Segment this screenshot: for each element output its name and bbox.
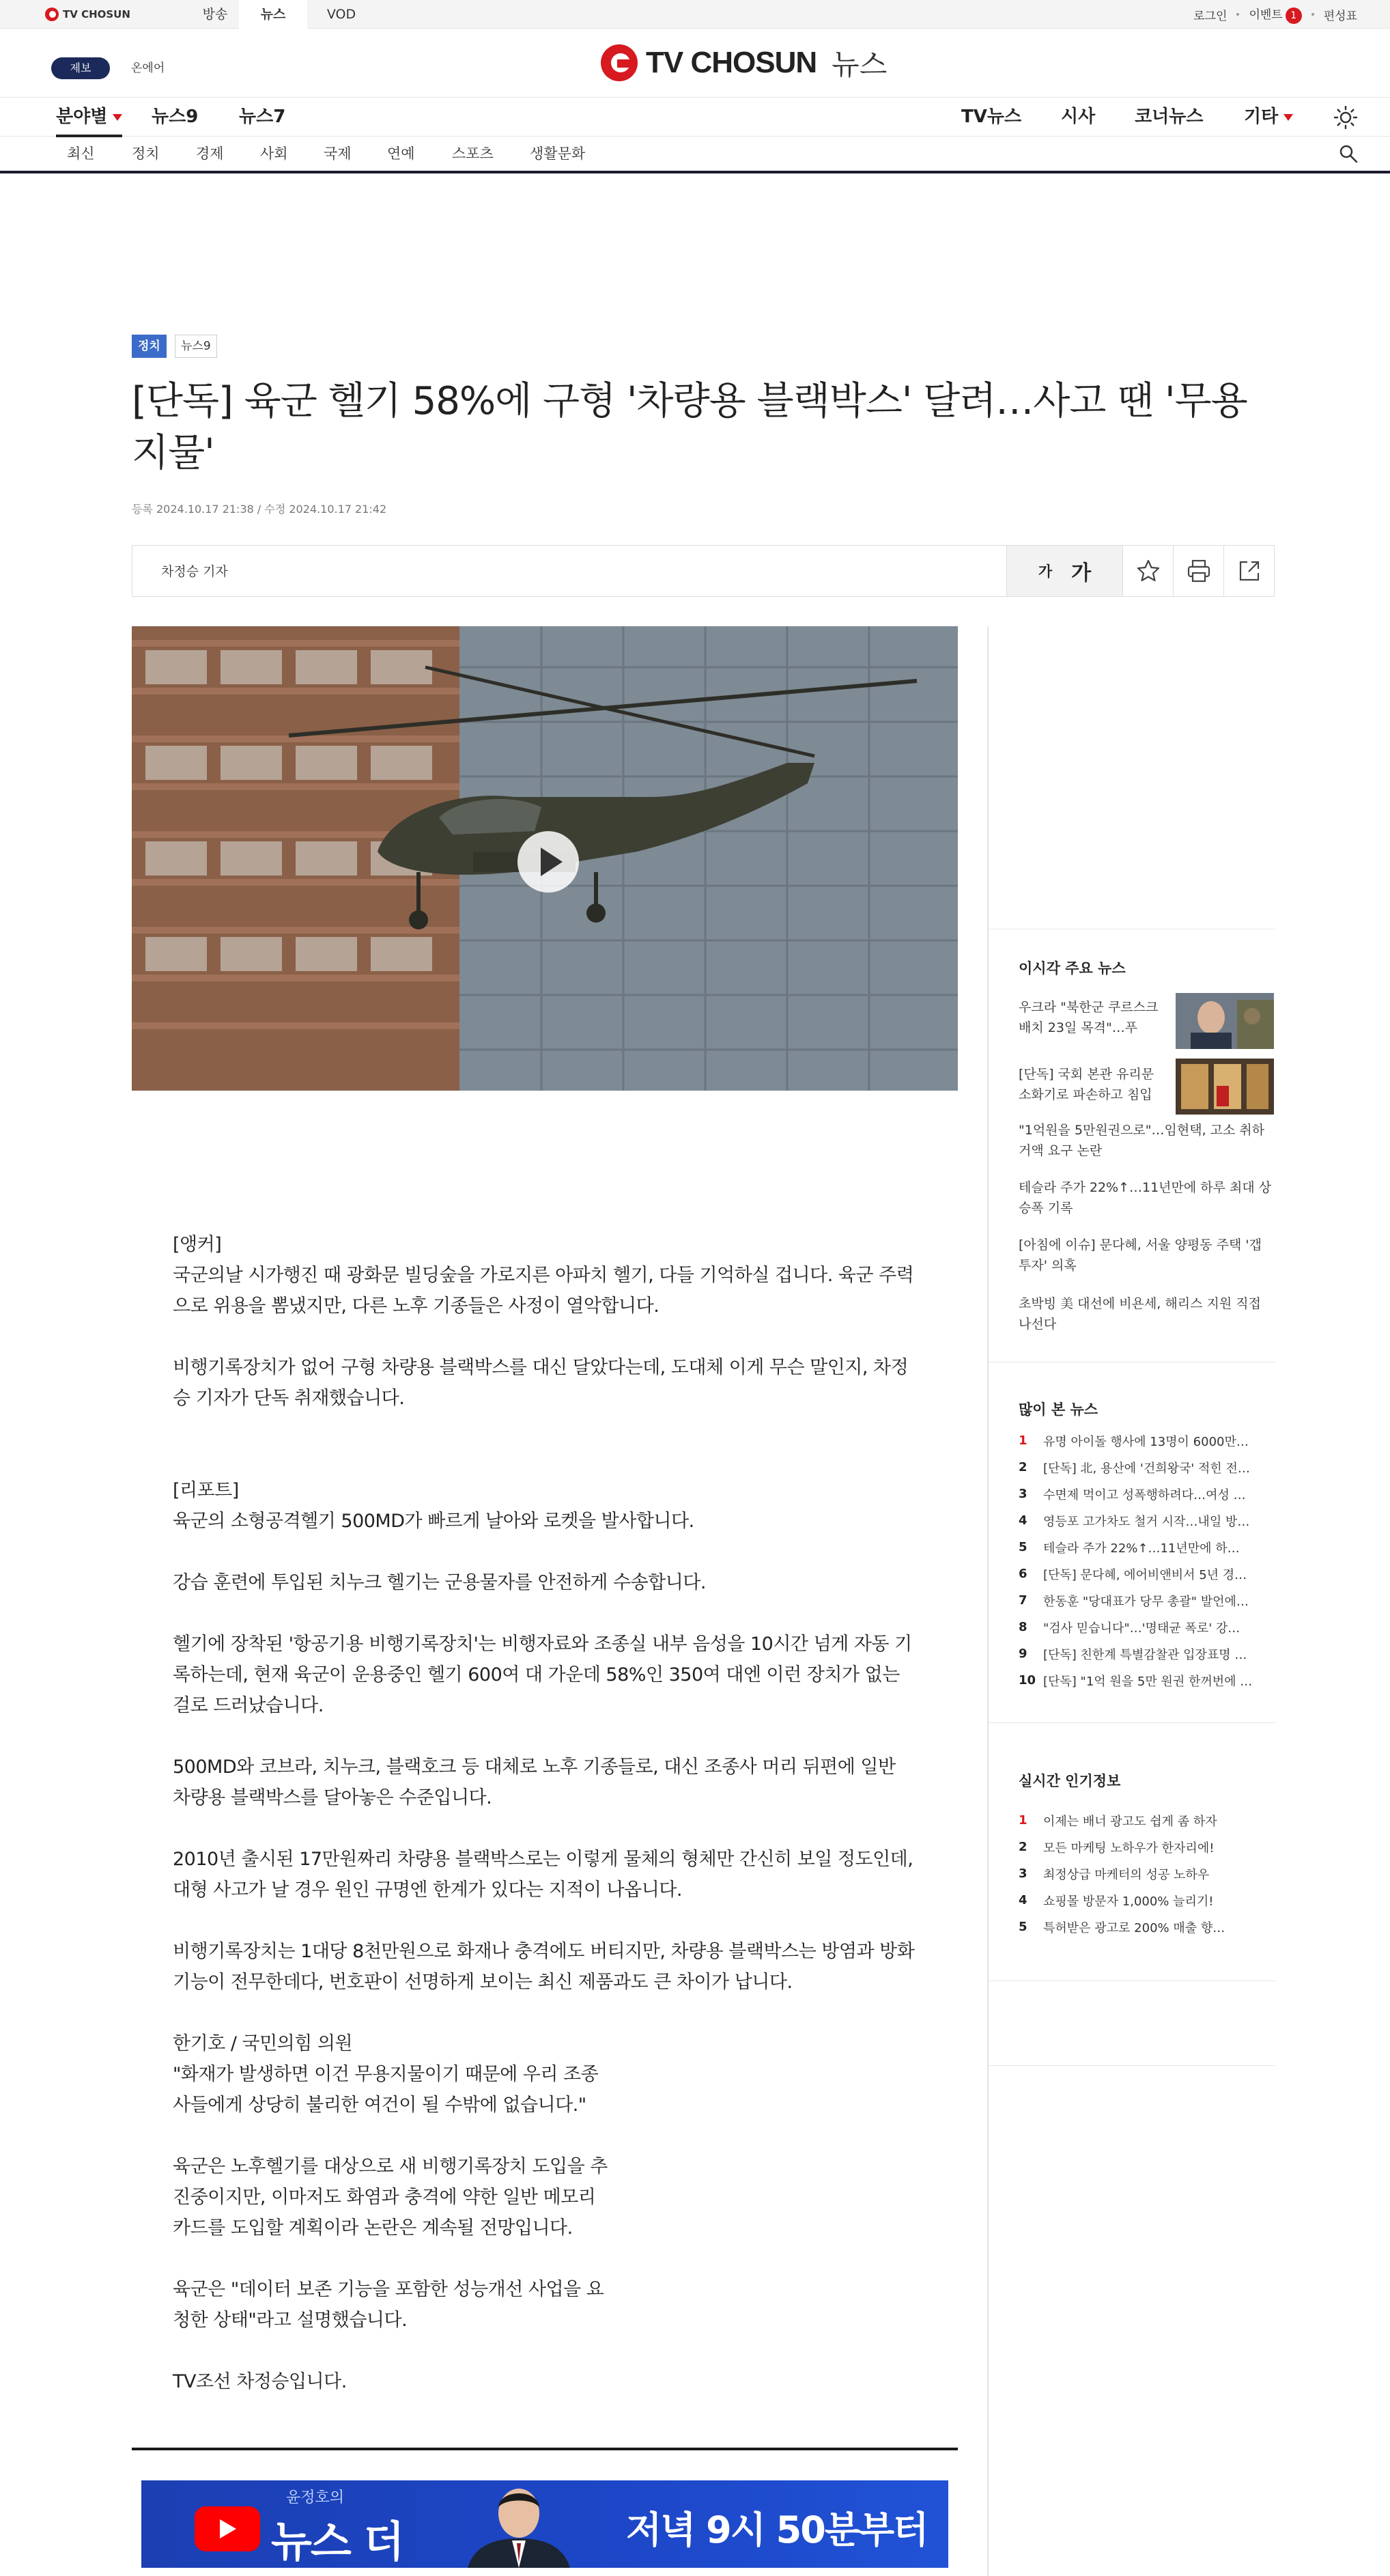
most-viewed-item[interactable] [1019,1481,1278,1507]
tag-news9[interactable]: 뉴스9 [175,335,217,358]
nav-category-label: 분야별 [56,107,108,127]
realtime-item[interactable] [1019,1834,1278,1860]
font-increase-button[interactable]: 가 [1071,561,1092,585]
rank-number: 10 [1019,1673,1036,1688]
rank-title: [단독] 北, 용산에 '건희왕국' 적힌 전… [1043,1461,1250,1476]
play-button-icon[interactable] [517,831,579,893]
banner-airtime: 저녁 9시 50분부터 [626,2508,928,2551]
rank-title: 테슬라 주가 22%↑…11년만에 하… [1043,1541,1240,1556]
print-button[interactable] [1173,546,1223,596]
tvchosun-home-link[interactable] [45,8,130,21]
article-paragraph: 강습 훈련에 투입된 치누크 헬기는 군용물자를 안전하게 수송합니다. [173,1572,706,1593]
most-viewed-item[interactable] [1019,1587,1278,1614]
article-paragraph: 국군의날 시가행진 때 광화문 빌딩숲을 가로지른 아파치 헬기, 다들 기억하실 겁니다. 육군 주력으로 위용을 뽐냈지만, 다른 노후 기종들은 사정이 열악합니다. [173,1265,914,1317]
article-title: [단독] 육군 헬기 58%에 구형 '차량용 블랙박스' 달려…사고 땐 '무용지물' [132,379,1247,475]
search-icon[interactable] [1338,143,1359,164]
dropdown-triangle-icon [1283,114,1293,121]
realtime-item[interactable] [1019,1860,1278,1887]
headline-thumbnail[interactable] [1176,1059,1274,1115]
headlines-title: 이시각 주요 뉴스 [1019,960,1126,977]
headline-thumbnail[interactable] [1176,993,1274,1049]
rank-number: 4 [1019,1513,1027,1528]
subnav-sports[interactable]: 스포츠 [452,145,494,162]
sidebar-section-divider [989,1722,1275,1723]
article-paragraph: 500MD와 코브라, 치누크, 블랙호크 등 대체로 노후 기종들로, 대신 조종사 머리 뒤편에 일반 차량용 블랙박스를 달아놓은 수준입니다. [173,1756,896,1808]
subnav-latest[interactable]: 최신 [67,145,95,162]
realtime-item[interactable] [1019,1807,1278,1834]
rank-title: 수면제 먹이고 성폭행하려다…여성 … [1043,1487,1246,1502]
nav-etc-label: 기타 [1244,107,1279,127]
nav-corner-news[interactable]: 코너뉴스 [1135,107,1204,127]
headline-item[interactable]: [단독] 국회 본관 유리문 소화기로 파손하고 침입 [1019,1067,1154,1102]
reporter-signoff: TV조선 차정승입니다. [173,2371,347,2392]
most-viewed-list [1019,1427,1278,1694]
article-paragraph: 비행기록장치가 없어 구형 차량용 블랙박스를 대신 달았다는데, 도대체 이게 무슨 말인지, 차정승 기자가 단독 취재했습니다. [173,1357,909,1409]
article-tools [1006,546,1274,596]
most-viewed-item[interactable] [1019,1614,1278,1640]
bookmark-button[interactable] [1122,546,1173,596]
most-viewed-item[interactable] [1019,1454,1278,1481]
rank-number: 7 [1019,1593,1027,1608]
util-links [1193,0,1357,29]
realtime-title: 실시간 인기정보 [1019,1773,1121,1789]
realtime-item[interactable] [1019,1914,1278,1940]
realtime-title-text: 특허받은 광고로 200% 매출 향… [1043,1920,1225,1935]
rank-number: 5 [1019,1540,1027,1554]
login-link[interactable]: 로그인 [1193,9,1228,23]
rank-number: 5 [1019,1920,1027,1934]
schedule-link[interactable]: 편성표 [1323,9,1357,23]
nav-tv-news[interactable]: TV뉴스 [961,107,1022,127]
article-paragraph: 비행기록장치는 1대당 8천만원으로 화재나 충격에도 버티지만, 차량용 블랙박스는 방염과 방화 기능이 전무한데다, 번호판이 선명하게 보이는 최신 제품과도 큰 차이가 납니다. [173,1941,915,1993]
event-link[interactable] [1249,5,1301,24]
headline-item[interactable]: 테슬라 주가 22%↑…11년만에 하루 최대 상승폭 기록 [1019,1180,1272,1216]
report-label: [리포트] [173,1480,239,1501]
util-logo-text: TV CHOSUN [63,8,130,20]
section-subnav [0,137,1390,173]
article-paragraph: 헬기에 장착된 '항공기용 비행기록장치'는 비행자료와 조종실 내부 음성을 10시간 넘게 자동 기록하는데, 현재 육군이 운용중인 헬기 600여 대 가운데 58%인 350여 대엔 이런 장치가 없는 걸로 드러났습니다. [173,1634,912,1716]
utility-bar [0,0,1390,29]
report-button[interactable]: 제보 [51,57,110,79]
most-viewed-item[interactable] [1019,1427,1278,1454]
article-paragraph: 육군은 노후헬기를 대상으로 새 비행기록장치 도입을 추진중이지만, 이마저도 화염과 충격에 약한 일반 메모리카드를 도입할 계획이라 논란은 계속될 전망입니다. [173,2156,608,2239]
rank-number: 4 [1019,1893,1027,1907]
util-tab-broadcast[interactable]: 방송 [202,7,228,22]
rank-title: 한동훈 "당대표가 당무 총괄" 발언에… [1043,1594,1249,1609]
rank-number: 6 [1019,1567,1027,1581]
print-icon [1186,558,1212,584]
logo-text: TV CHOSUN [646,46,817,79]
spacer [173,1444,917,1475]
tag-politics[interactable]: 정치 [132,335,167,358]
font-size-controls [1006,546,1122,596]
article-paragraph: 2010년 출시된 17만원짜리 차량용 블랙박스로는 이렇게 물체의 형체만 간신히 보일 정도인데, 대형 사고가 날 경우 원인 규명엔 한계가 있다는 지적이 나옵니다. [173,1849,913,1901]
rank-number: 3 [1019,1866,1027,1881]
rank-title: [단독] "1억 원을 5만 원권 한꺼번에 … [1043,1674,1253,1689]
realtime-item[interactable] [1019,1887,1278,1914]
onair-link[interactable]: 온에어 [131,61,165,75]
article-paragraph: 육군의 소형공격헬기 500MD가 빠르게 날아와 로켓을 발사합니다. [173,1511,694,1532]
realtime-list [1019,1807,1278,1940]
rank-title: "검사 믿습니다"…'명태균 폭로' 강… [1043,1621,1240,1636]
most-viewed-item[interactable] [1019,1560,1278,1587]
share-button[interactable] [1223,546,1274,596]
nav-category-menu[interactable] [56,98,122,136]
most-viewed-item[interactable] [1019,1534,1278,1560]
brand-header [0,29,1390,97]
rank-title: 영등포 고가차도 철거 시작…내일 방… [1043,1514,1250,1529]
font-decrease-button[interactable]: 가 [1038,563,1053,580]
banner-host-text: 윤정호의 [286,2489,345,2506]
headline-item[interactable]: "1억원을 5만원권으로"…임현택, 고소 취하 거액 요구 논란 [1019,1123,1265,1158]
realtime-title-text: 이제는 배너 광고도 쉽게 좀 하자 [1043,1814,1217,1829]
tvchosun-logo-icon [45,8,59,21]
event-label: 이벤트 [1249,8,1283,22]
realtime-title-text: 최정상급 마케터의 성공 노하우 [1043,1867,1210,1882]
realtime-title-text: 쇼핑몰 방문자 1,000% 늘리기! [1043,1894,1214,1909]
rank-number: 2 [1019,1840,1027,1854]
youtube-play-icon [195,2506,260,2551]
most-viewed-item[interactable] [1019,1507,1278,1534]
rank-number: 1 [1019,1813,1027,1828]
most-viewed-title: 많이 본 뉴스 [1019,1401,1098,1418]
headline-photo [1176,993,1274,1049]
rank-title: 유명 아이돌 행사에 13명이 6000만… [1043,1434,1249,1449]
most-viewed-item[interactable] [1019,1640,1278,1667]
subnav-society[interactable]: 사회 [260,145,288,162]
share-icon [1236,558,1262,584]
headline-item[interactable]: 우크라 "북한군 쿠르스크 배치 23일 목격"…푸 [1019,1000,1159,1035]
subnav-economy[interactable]: 경제 [196,145,224,162]
rank-number: 8 [1019,1620,1027,1634]
logo-sub-text: 뉴스 [832,48,888,81]
article-body [173,1229,917,2428]
util-tab-vod[interactable]: VOD [326,7,356,22]
anchor-label: [앵커] [173,1234,222,1255]
separator-dot [1236,13,1239,16]
sidebar-section-divider [989,1980,1275,1981]
tvchosun-logo-icon [601,44,638,81]
subnav-entertainment[interactable]: 연예 [387,145,415,162]
article-paragraph: 육군은 "데이터 보존 기능을 포함한 성능개선 사업을 요청한 상태"라고 설명했습니다. [173,2279,604,2331]
headline-item[interactable]: [아침에 이슈] 문다혜, 서울 양평동 주택 '갭투자' 의혹 [1019,1237,1262,1273]
headline-photo [1176,1059,1274,1115]
rank-number: 1 [1019,1433,1027,1448]
headline-item[interactable]: 초박빙 美 대선에 비욘세, 해리스 지원 직접 나선다 [1019,1296,1261,1332]
author-name: 차정승 기자 [161,564,228,579]
dropdown-triangle-icon [113,114,122,121]
event-count-badge: 1 [1286,8,1302,24]
rank-title: [단독] 친한계 특별감찰관 입장표명 … [1043,1647,1247,1662]
main-nav [0,97,1390,137]
interviewee-label: 한기호 / 국민의힘 의원 [173,2033,353,2054]
theme-toggle-sun-icon[interactable] [1334,106,1357,129]
news-logo[interactable] [601,42,887,83]
article-end-divider [132,2448,958,2450]
rank-number: 3 [1019,1487,1027,1501]
nav-etc-menu[interactable] [1244,98,1293,136]
banner-show-title: 뉴스 더 [271,2517,403,2566]
interview-quote: "화재가 발생하면 이건 무용지물이기 때문에 우리 조종사들에게 상당히 불리한 여건이 될 수밖에 없습니다." [173,2064,599,2116]
rank-number: 2 [1019,1460,1027,1474]
separator-dot [1311,13,1314,16]
nav-news7[interactable]: 뉴스7 [239,107,286,127]
article-toolbar [132,545,1275,597]
nav-news9[interactable]: 뉴스9 [152,107,199,127]
sidebar-section-divider [989,2065,1275,2066]
anchor-portrait [454,2480,584,2568]
subnav-politics[interactable]: 정치 [132,145,160,162]
rank-number: 9 [1019,1647,1027,1661]
rank-title: [단독] 문다혜, 에어비앤비서 5년 경… [1043,1567,1247,1582]
article-dates: 등록 2024.10.17 21:38 / 수정 2024.10.17 21:42 [132,503,387,516]
news-the-promo-banner[interactable] [141,2480,948,2568]
nav-current-affairs[interactable]: 시사 [1061,107,1096,127]
subnav-international[interactable]: 국제 [324,145,352,162]
sidebar-divider [987,626,989,2576]
realtime-title-text: 모든 마케팅 노하우가 한자리에! [1043,1840,1215,1856]
subnav-lifestyle[interactable]: 생활문화 [530,145,586,162]
util-tab-news[interactable]: 뉴스 [239,0,307,29]
star-icon [1135,558,1161,584]
most-viewed-item[interactable] [1019,1667,1278,1694]
video-player[interactable] [132,626,958,1091]
